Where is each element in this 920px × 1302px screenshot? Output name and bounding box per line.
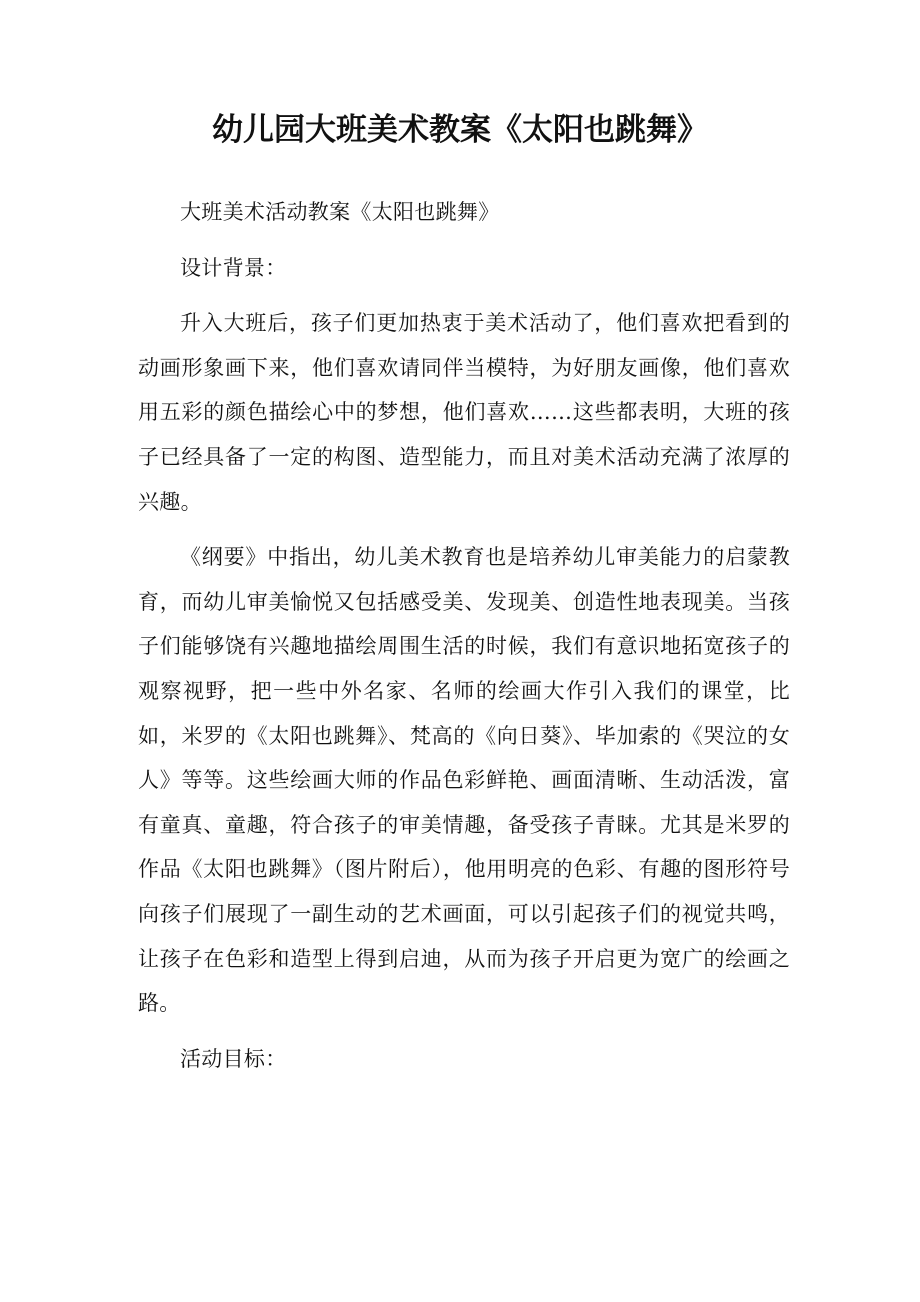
paragraph-background-2: 《纲要》中指出，幼儿美术教育也是培养幼儿审美能力的启蒙教育，而幼儿审美愉悦又包括感受美、发现美、创造性地表现美。当孩子们能够饶有兴趣地描绘周围生活的时候，我们有意识地拓宽孩子的观察视野，把一些中外名家、名师的绘画大作引入我们的课堂，比如，米罗的《太阳也跳舞》、梵高的《向日葵》、毕加索的《哭泣的女人》等等。这些绘画大师的作品色彩鲜艳、画面清晰、生动活泼，富有童真、童趣，符合孩子的审美情趣，备受孩子青睐。尤其是米罗的作品《太阳也跳舞》（图片附后），他用明亮的色彩、有趣的图形符号向孩子们展现了一副生动的艺术画面，可以引起孩子们的视觉共鸣，让孩子在色彩和造型上得到启迪，从而为孩子开启更为宽广的绘画之路。	[138, 545, 790, 1016]
document-title: 幼儿园大班美术教案《太阳也跳舞》	[212, 112, 708, 148]
paragraph-subtitle: 大班美术活动教案《太阳也跳舞》	[180, 200, 500, 224]
paragraph-design-background-heading: 设计背景：	[180, 255, 287, 280]
document-body	[138, 190, 790, 1092]
paragraph-activity-goals-heading: 活动目标：	[180, 1046, 287, 1071]
paragraph-background-1: 升入大班后，孩子们更加热衷于美术活动了，他们喜欢把看到的动画形象画下来，他们喜欢请同伴当模特，为好朋友画像，他们喜欢用五彩的颜色描绘心中的梦想，他们喜欢……这些都表明，大班的孩子已经具备了一定的构图、造型能力，而且对美术活动充满了浓厚的兴趣。	[138, 311, 790, 514]
